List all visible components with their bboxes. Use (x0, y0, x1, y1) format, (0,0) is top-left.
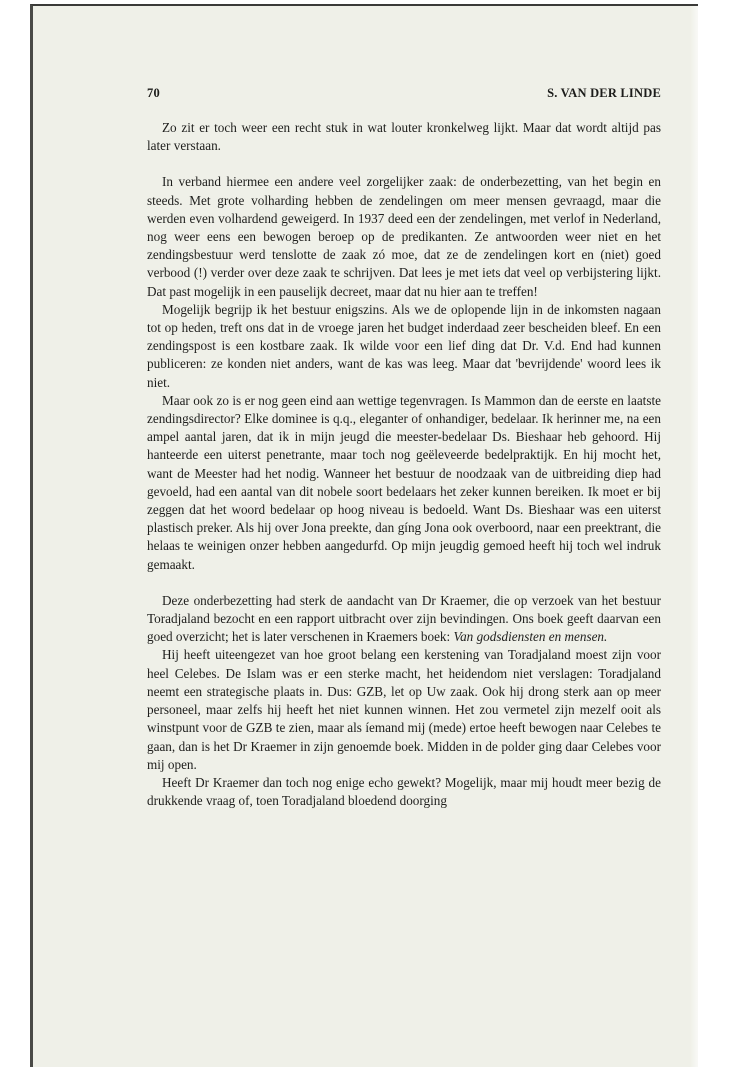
paragraph-6: Hij heeft uiteengezet van hoe groot belang een kerstening van Toradjaland moest zijn voor heel Celebes. De Islam was er een sterke macht, het heidendom niet verslagen: Toradjaland neemt een strategische plaats in. Dus: GZB, let op Uw zaak. Ook hij drong sterk aan op meer personeel, maar zelfs hij heeft het niet kunnen winnen. Het zou vermetel zijn mezelf ooit als winstpunt voor de GZB te zien, maar als íemand mij (mede) ertoe heeft bewogen naar Celebes te gaan, dan is het Dr Kraemer in zijn genoemde boek. Midden in de polder ging daar Celebes voor mij open. (147, 647, 661, 772)
paragraph-4: Maar ook zo is er nog geen eind aan wettige tegenvragen. Is Mammon dan de eerste en laatste zendingsdirector? Elke dominee is q.q., eleganter of onhandiger, bedelaar. Ik herinner me, na een ampel aantal jaren, dat ik in mijn jeugd die meester-bedelaar Ds. Bieshaar heb gehoord. Hij hanteerde een uiterst penetrante, maar toch nog geëleveerde bedelpraktijk. En hij mocht het, want de Meester had het nodig. Wanneer het bestuur de noodzaak van de uitbreiding diep had gevoeld, had een aantal van dit nobele soort bedelaars het zeker kunnen bereiken. Ik moet er bij zeggen dat het woord bedelaar op hoog niveau is bedoeld. Want Ds. Bieshaar was een uiterst plastisch preker. Als hij over Jona preekte, dan gíng Jona ook overboord, naar een preektrant, die helaas te weinigen onzer hebben aangedurfd. Op mijn jeugdig gemoed heeft hij toch wel indruk gemaakt. (147, 392, 661, 572)
paragraph-7: Heeft Dr Kraemer dan toch nog enige echo gewekt? Mogelijk, maar mij houdt meer bezig de drukkende vraag of, toen Toradjaland bloedend doorging (147, 774, 661, 809)
page-number: 70 (147, 86, 160, 100)
paragraph-3: Mogelijk begrijp ik het bestuur enigszins. Als we de oplopende lijn in de inkomsten nagaan tot op heden, treft ons dat in de vroege jaren het budget inderdaad zeer bescheiden bleef. En een zendingspost is een kostbare zaak. Ik wilde voor een lief ding dat Dr. V.d. End had kunnen publiceren: ze konden niet anders, want de kas was leeg. Maar dat 'bevrijdende' woord lees ik niet. (147, 301, 661, 390)
running-head: S. VAN DER LINDE (547, 86, 661, 100)
paragraph-1: Zo zit er toch weer een recht stuk in wat louter kronkelweg lijkt. Maar dat wordt altijd pas later verstaan. (147, 120, 661, 154)
body-text (147, 119, 661, 810)
paragraph-2: In verband hiermee een andere veel zorgelijker zaak: de onderbezetting, van het begin en steeds. Met grote volharding hebben de zendelingen om meer mensen gevraagd, maar die werden even volhardend geweigerd. In 1937 deed een der zendelingen, met verlof in Nederland, nog weer eens een bewogen beroep op de predikanten. Ze antwoorden weer niet en het zendingsbestuur werd tenslotte de zaak zó moe, dat ze de zendelingen kort en (niet) goed verbood (!) verder over deze zaak te schrijven. Dat lees je met iets dat veel op verbijstering lijkt. Dat past mogelijk in een pauselijk decreet, maar dat nu hier aan te treffen! (147, 174, 661, 299)
page-header (147, 86, 661, 104)
book-title: Van godsdiensten en mensen. (453, 629, 608, 645)
paragraph-5: Deze onderbezetting had sterk de aandacht van Dr Kraemer, die op verzoek van het bestuur Toradjaland bezocht en een rapport uitbracht over zijn bevindingen. Ons boek geeft daarvan een goed overzicht; het is later verschenen in Kraemers boek: Van godsdiensten en mensen. (147, 592, 661, 645)
